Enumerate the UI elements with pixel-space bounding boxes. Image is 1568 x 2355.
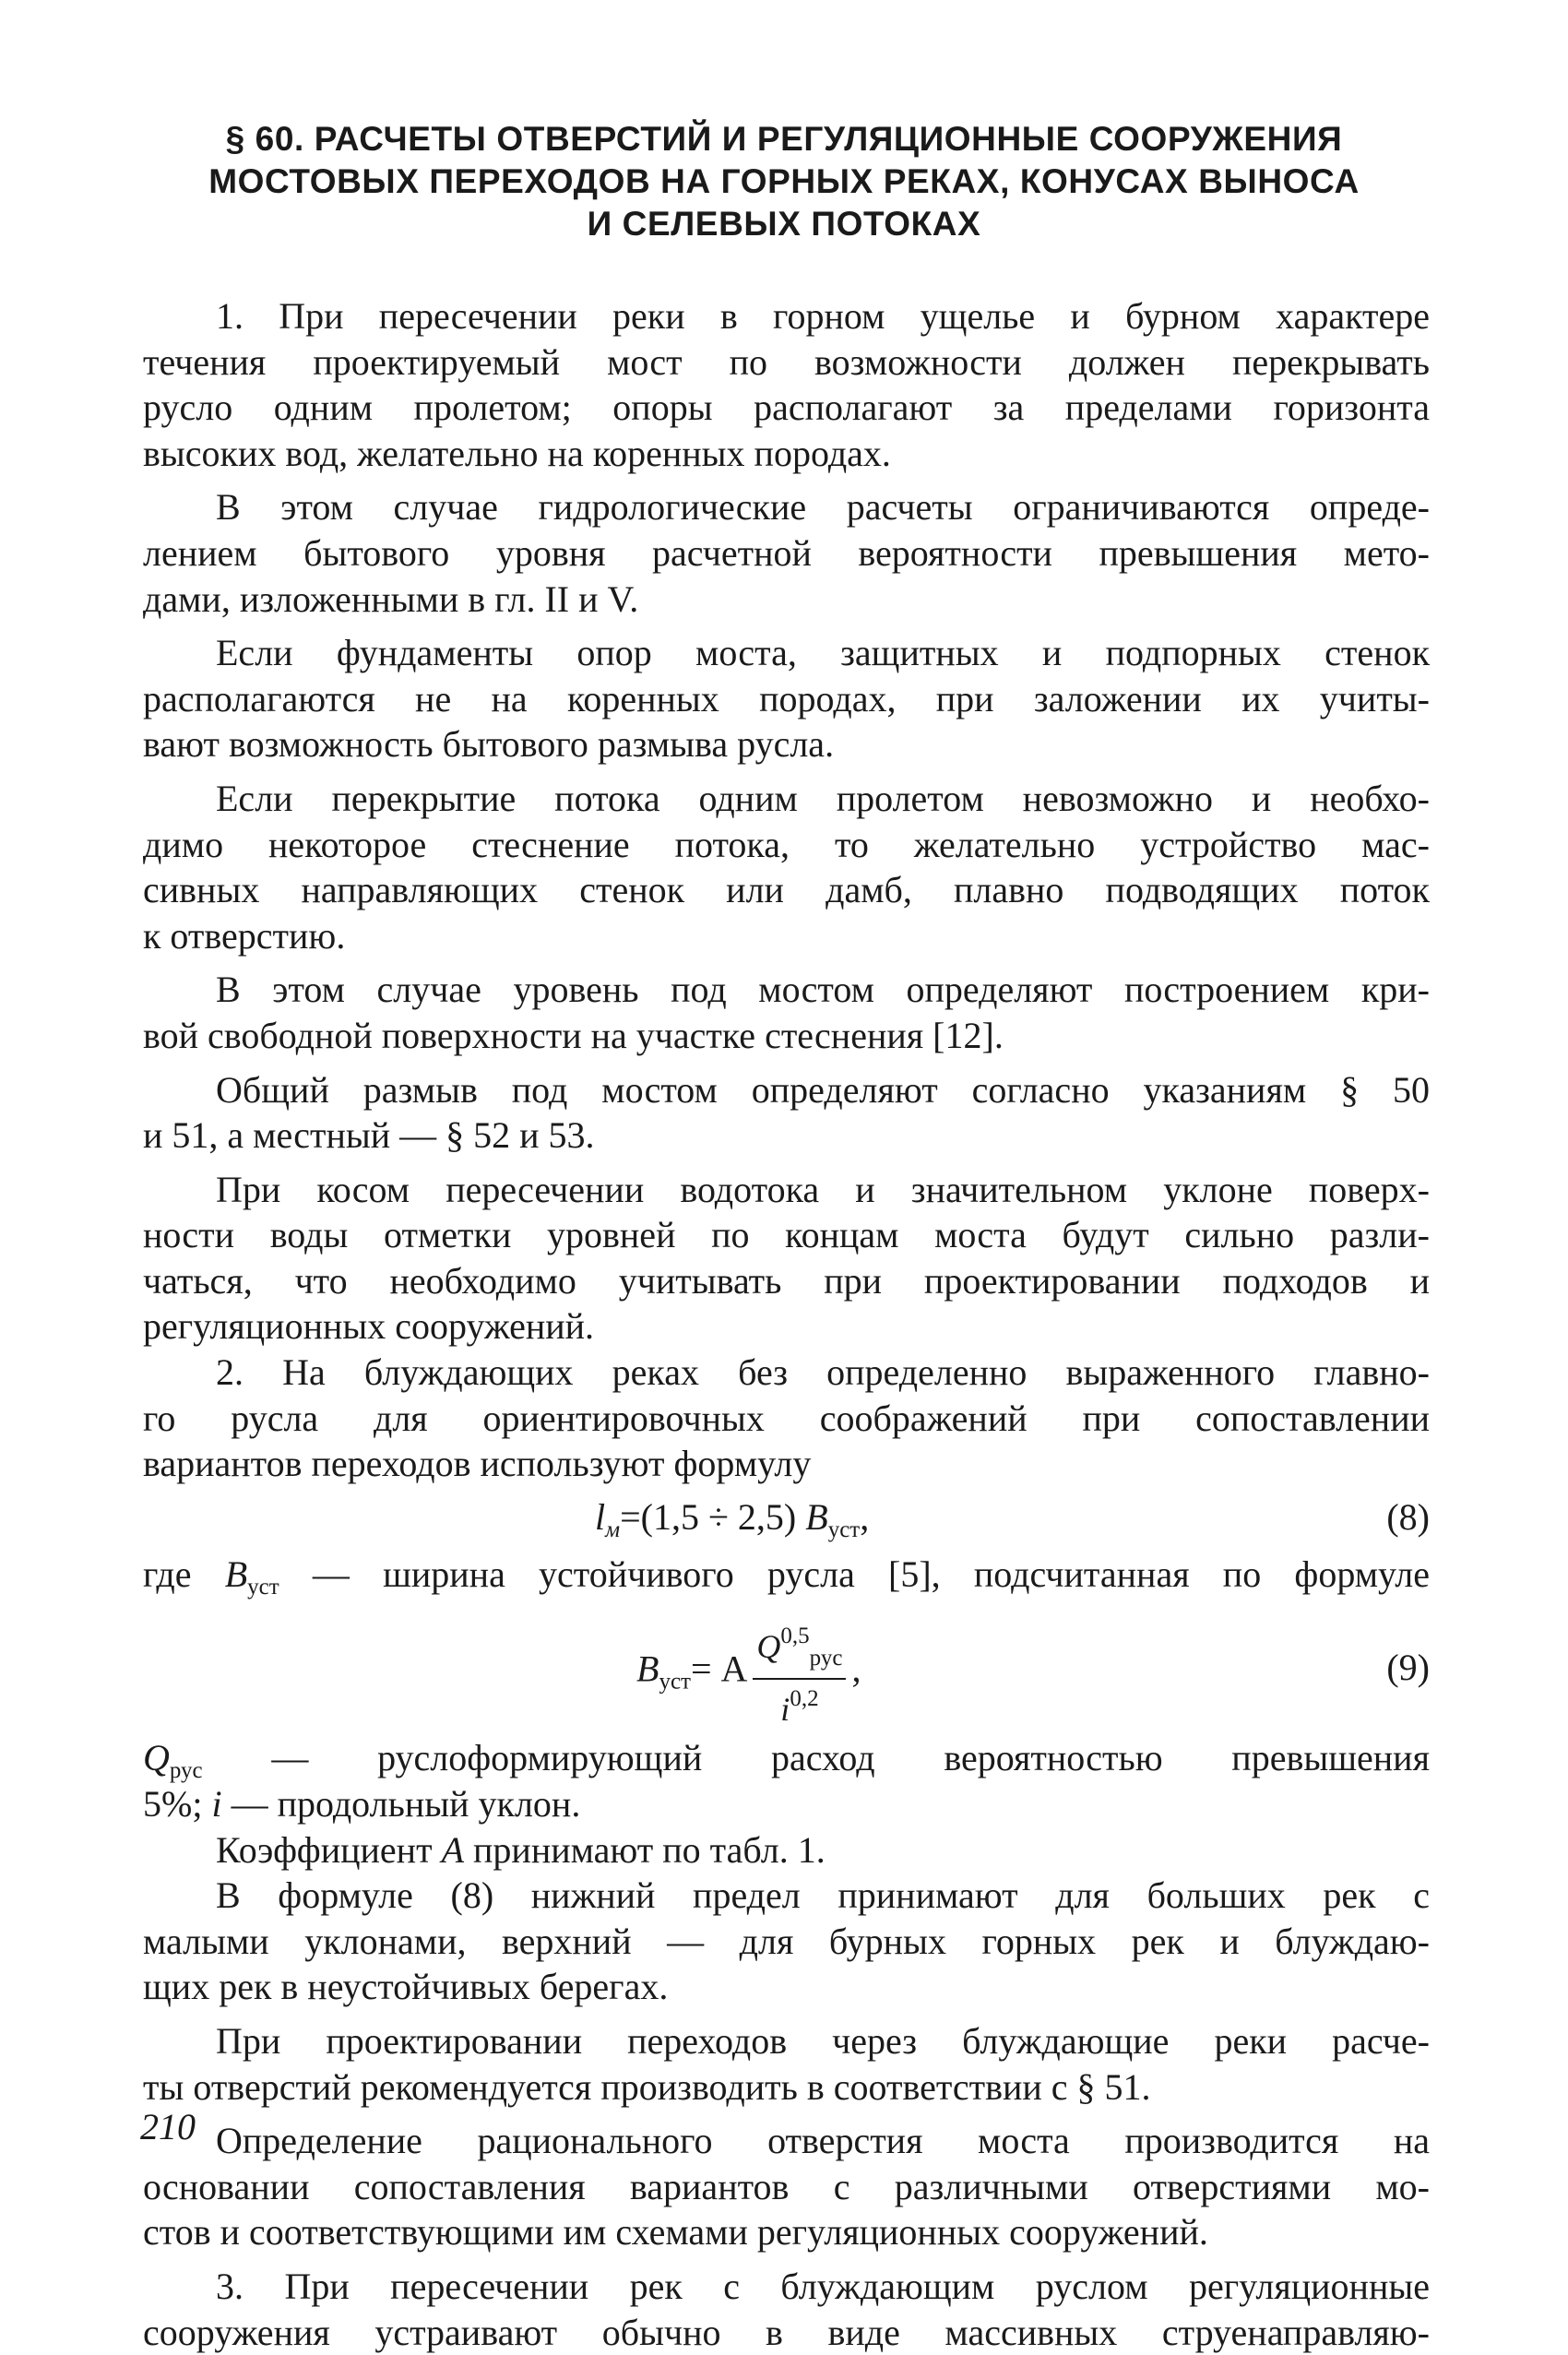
text-line: лением бытового уровня расчетной вероятности превышения мето- [143,531,1430,574]
paragraph-12 [143,2118,1430,2255]
text-line: 2. На блуждающих реках без определенно выраженного главно- [216,1351,1430,1394]
text-line: вариантов переходов используют формулу [143,1443,812,1485]
formula-8-expression: $l_м=(1,5 \div 2,5)$ $B_{уст}$, [595,1495,870,1542]
paragraph-3 [143,630,1430,767]
paragraph-9: Коэффициент A принимают по табл. 1. [216,1828,826,1871]
paragraph-11 [143,2018,1430,2110]
paragraph-10 [143,1873,1430,2010]
text-line: 5%; i — продольный уклон. [143,1783,581,1826]
formula-8 [143,1487,1430,1552]
paragraph-4 [143,776,1430,958]
text-line: 3. При пересечении рек с блуждающим руслом регуляционные [216,2265,1430,2307]
fraction: $\frac{Q^{0,5}_{рус}}{i^{0,2}}$ [753,1617,846,1729]
where-line: где $B_{уст}$ — ширина устойчивого русла [5], подсчитанная по формуле [143,1552,1430,1600]
heading-line: И СЕЛЕВЫХ ПОТОКАХ [587,205,981,243]
equation-number: (8) [1386,1495,1430,1538]
text-line: В этом случае уровень под мостом определяют построением кри- [216,969,1430,1011]
text-line: стов и соответствующими им схемами регуляционных сооружений. [143,2211,1208,2254]
paragraph-5 [143,967,1430,1058]
text-line: дами, изложенными в гл. II и V. [143,577,639,620]
heading-line: § 60. РАСЧЕТЫ ОТВЕРСТИЙ И РЕГУЛЯЦИОННЫЕ СООРУЖЕНИЯ [225,120,1343,158]
text-line: Если перекрытие потока одним пролетом невозможно и необхо- [216,777,1430,819]
formula-9-expression: $B_{уст}= A$ $\frac{Q^{0,5}_{рус}}{i^{0,2}}$ , [636,1617,861,1729]
text-line: $Q_{рус}$ — руслоформирующий расход вероятностью превышения [143,1737,1430,1784]
text-line: В формуле (8) нижний предел принимают для больших рек с [216,1874,1430,1917]
text-line: 1. При пересечении реки в горном ущелье и бурном характере [216,295,1430,337]
text-line: вают возможность бытового размыва русла. [143,723,835,766]
page-number: 210 [140,2106,196,2147]
text-line: и 51, а местный — § 52 и 53. [143,1114,595,1157]
text-line: малыми уклонами, верхний — для бурных горных рек и блуждаю- [143,1920,1430,1962]
equation-number: (9) [1386,1647,1430,1689]
paragraph-7 [143,1167,1430,1350]
body-text [143,293,1430,2355]
paragraph-1 [143,293,1430,476]
paragraph-8 [143,1350,1430,1487]
paragraph-2 [143,484,1430,622]
text-line: ности воды отметки уровней по концам моста будут сильно разли- [143,1214,1430,1256]
text-line: регуляционных сооружений. [143,1305,595,1348]
text-line: располагаются не на коренных породах, при заложении их учиты- [143,677,1430,720]
section-heading [138,118,1430,245]
text-line: высоких вод, желательно на коренных породах. [143,432,891,474]
text-line: сивных направляющих стенок или дамб, плавно подводящих поток [143,869,1430,911]
text-line: ты отверстий рекомендуется производить в соответствии с § 51. [143,2065,1151,2108]
text-line: чаться, что необходимо учитывать при проектировании подходов и [143,1259,1430,1302]
text-line: го русла для ориентировочных соображений при сопоставлении [143,1397,1430,1439]
text-line: В этом случае гидрологические расчеты ограничиваются опреде- [216,486,1430,529]
paragraph-6 [143,1067,1430,1159]
text-line: основании сопоставления вариантов с различными отверстиями мо- [143,2165,1430,2207]
text-line: Если фундаменты опор моста, защитных и подпорных стенок [216,632,1430,674]
text-line: димо некоторое стеснение потока, то желательно устройство мас- [143,823,1430,865]
formula-9 [143,1597,1430,1735]
text-line: Общий размыв под мостом определяют согласно указаниям § 50 [216,1068,1430,1111]
text-line: русло одним пролетом; опоры располагают за пределами горизонта [143,387,1430,429]
text-line: При проектировании переходов через блуждающие реки расче- [216,2020,1430,2062]
heading-line: МОСТОВЫХ ПЕРЕХОДОВ НА ГОРНЫХ РЕКАХ, КОНУСАХ ВЫНОСА [208,162,1360,200]
q-definition [143,1735,1430,1826]
text-line: вой свободной поверхности на участке стеснения [12]. [143,1014,1004,1056]
text-line: к отверстию. [143,914,346,957]
text-line: щих рек в неустойчивых берегах. [143,1966,669,2008]
text-line: течения проектируемый мост по возможности должен перекрывать [143,340,1430,383]
text-line: При косом пересечении водотока и значительном уклоне поверх- [216,1168,1430,1210]
text-line: Определение рационального отверстия моста производится на [216,2120,1430,2162]
text-line: сооружения устраивают обычно в виде массивных струенаправляю- [143,2311,1430,2353]
paragraph-13 [143,2264,1430,2355]
